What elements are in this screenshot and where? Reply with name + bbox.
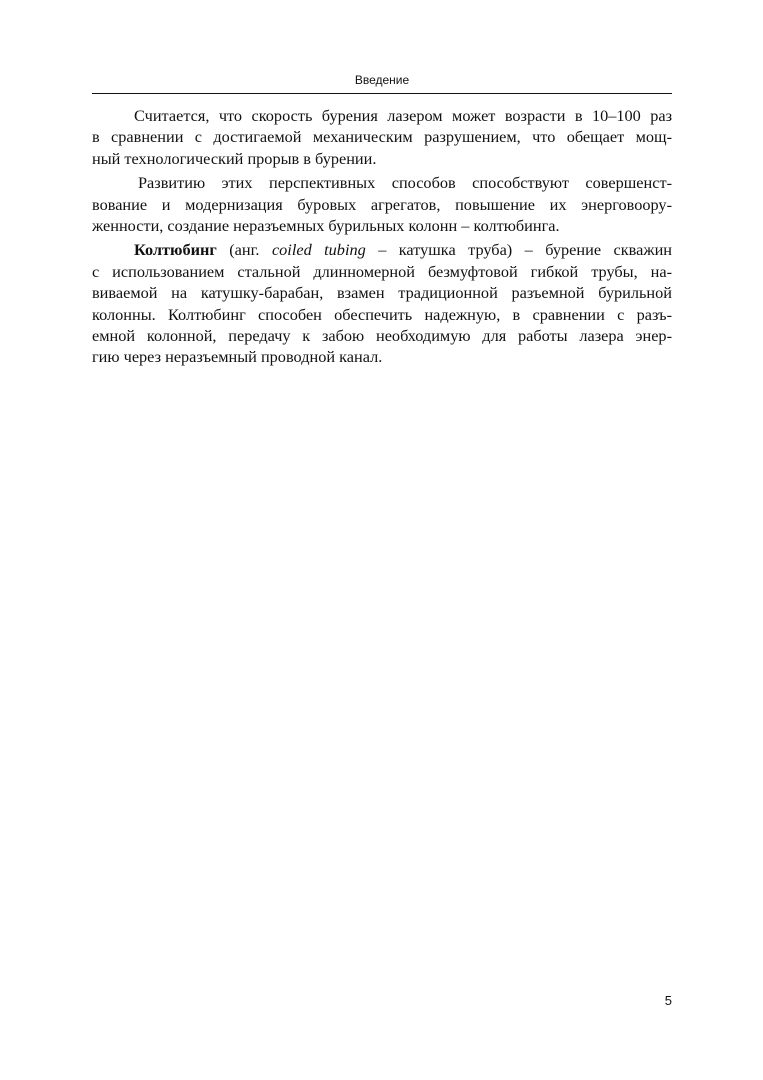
text-line: вование и модернизация буровых агрегатов, повышение их энерговоору-: [92, 194, 672, 214]
text-line: гию через неразъемный проводной канал.: [92, 347, 383, 367]
header-rule: [92, 93, 672, 94]
text-line: виваемой на катушку-барабан, взамен традиционной разъемной бурильной: [92, 283, 672, 303]
body-text: [92, 105, 672, 368]
paragraph-laser-drilling-speed: [92, 105, 672, 169]
definition-text: – катушка труба) – бурение скважин: [365, 240, 672, 260]
text-line: с использованием стальной длинномерной безмуфтовой гибкой трубы, на-: [92, 261, 672, 281]
paragraph-coiled-tubing-definition: [92, 239, 672, 367]
text-line: емной колонной, передачу к забою необходимую для работы лазера энер-: [92, 326, 672, 346]
text-line: колонны. Колтюбинг способен обеспечить надежную, в сравнении с разъ-: [92, 304, 672, 324]
text-line: ный технологический прорыв в бурении.: [92, 148, 377, 168]
defined-term: Колтюбинг: [134, 240, 217, 260]
text-line: Развитию этих перспективных способов способствуют совершенст-: [138, 173, 672, 193]
text-line: [92, 239, 672, 260]
text-line: в сравнении с достигаемой механическим разрушением, что обещает мощ-: [92, 127, 672, 147]
abbreviation-text: (анг.: [216, 240, 272, 260]
text-line: женности, создание неразъемных бурильных колонн – колтюбинга.: [92, 216, 560, 236]
running-head-title: Введение: [354, 73, 410, 87]
page-number: 5: [664, 993, 672, 1008]
paragraph-modernization: [92, 172, 672, 236]
foreign-term: coiled tubing: [271, 240, 366, 260]
text-line: Считается, что скорость бурения лазером может возрасти в 10–100 раз: [134, 106, 672, 125]
